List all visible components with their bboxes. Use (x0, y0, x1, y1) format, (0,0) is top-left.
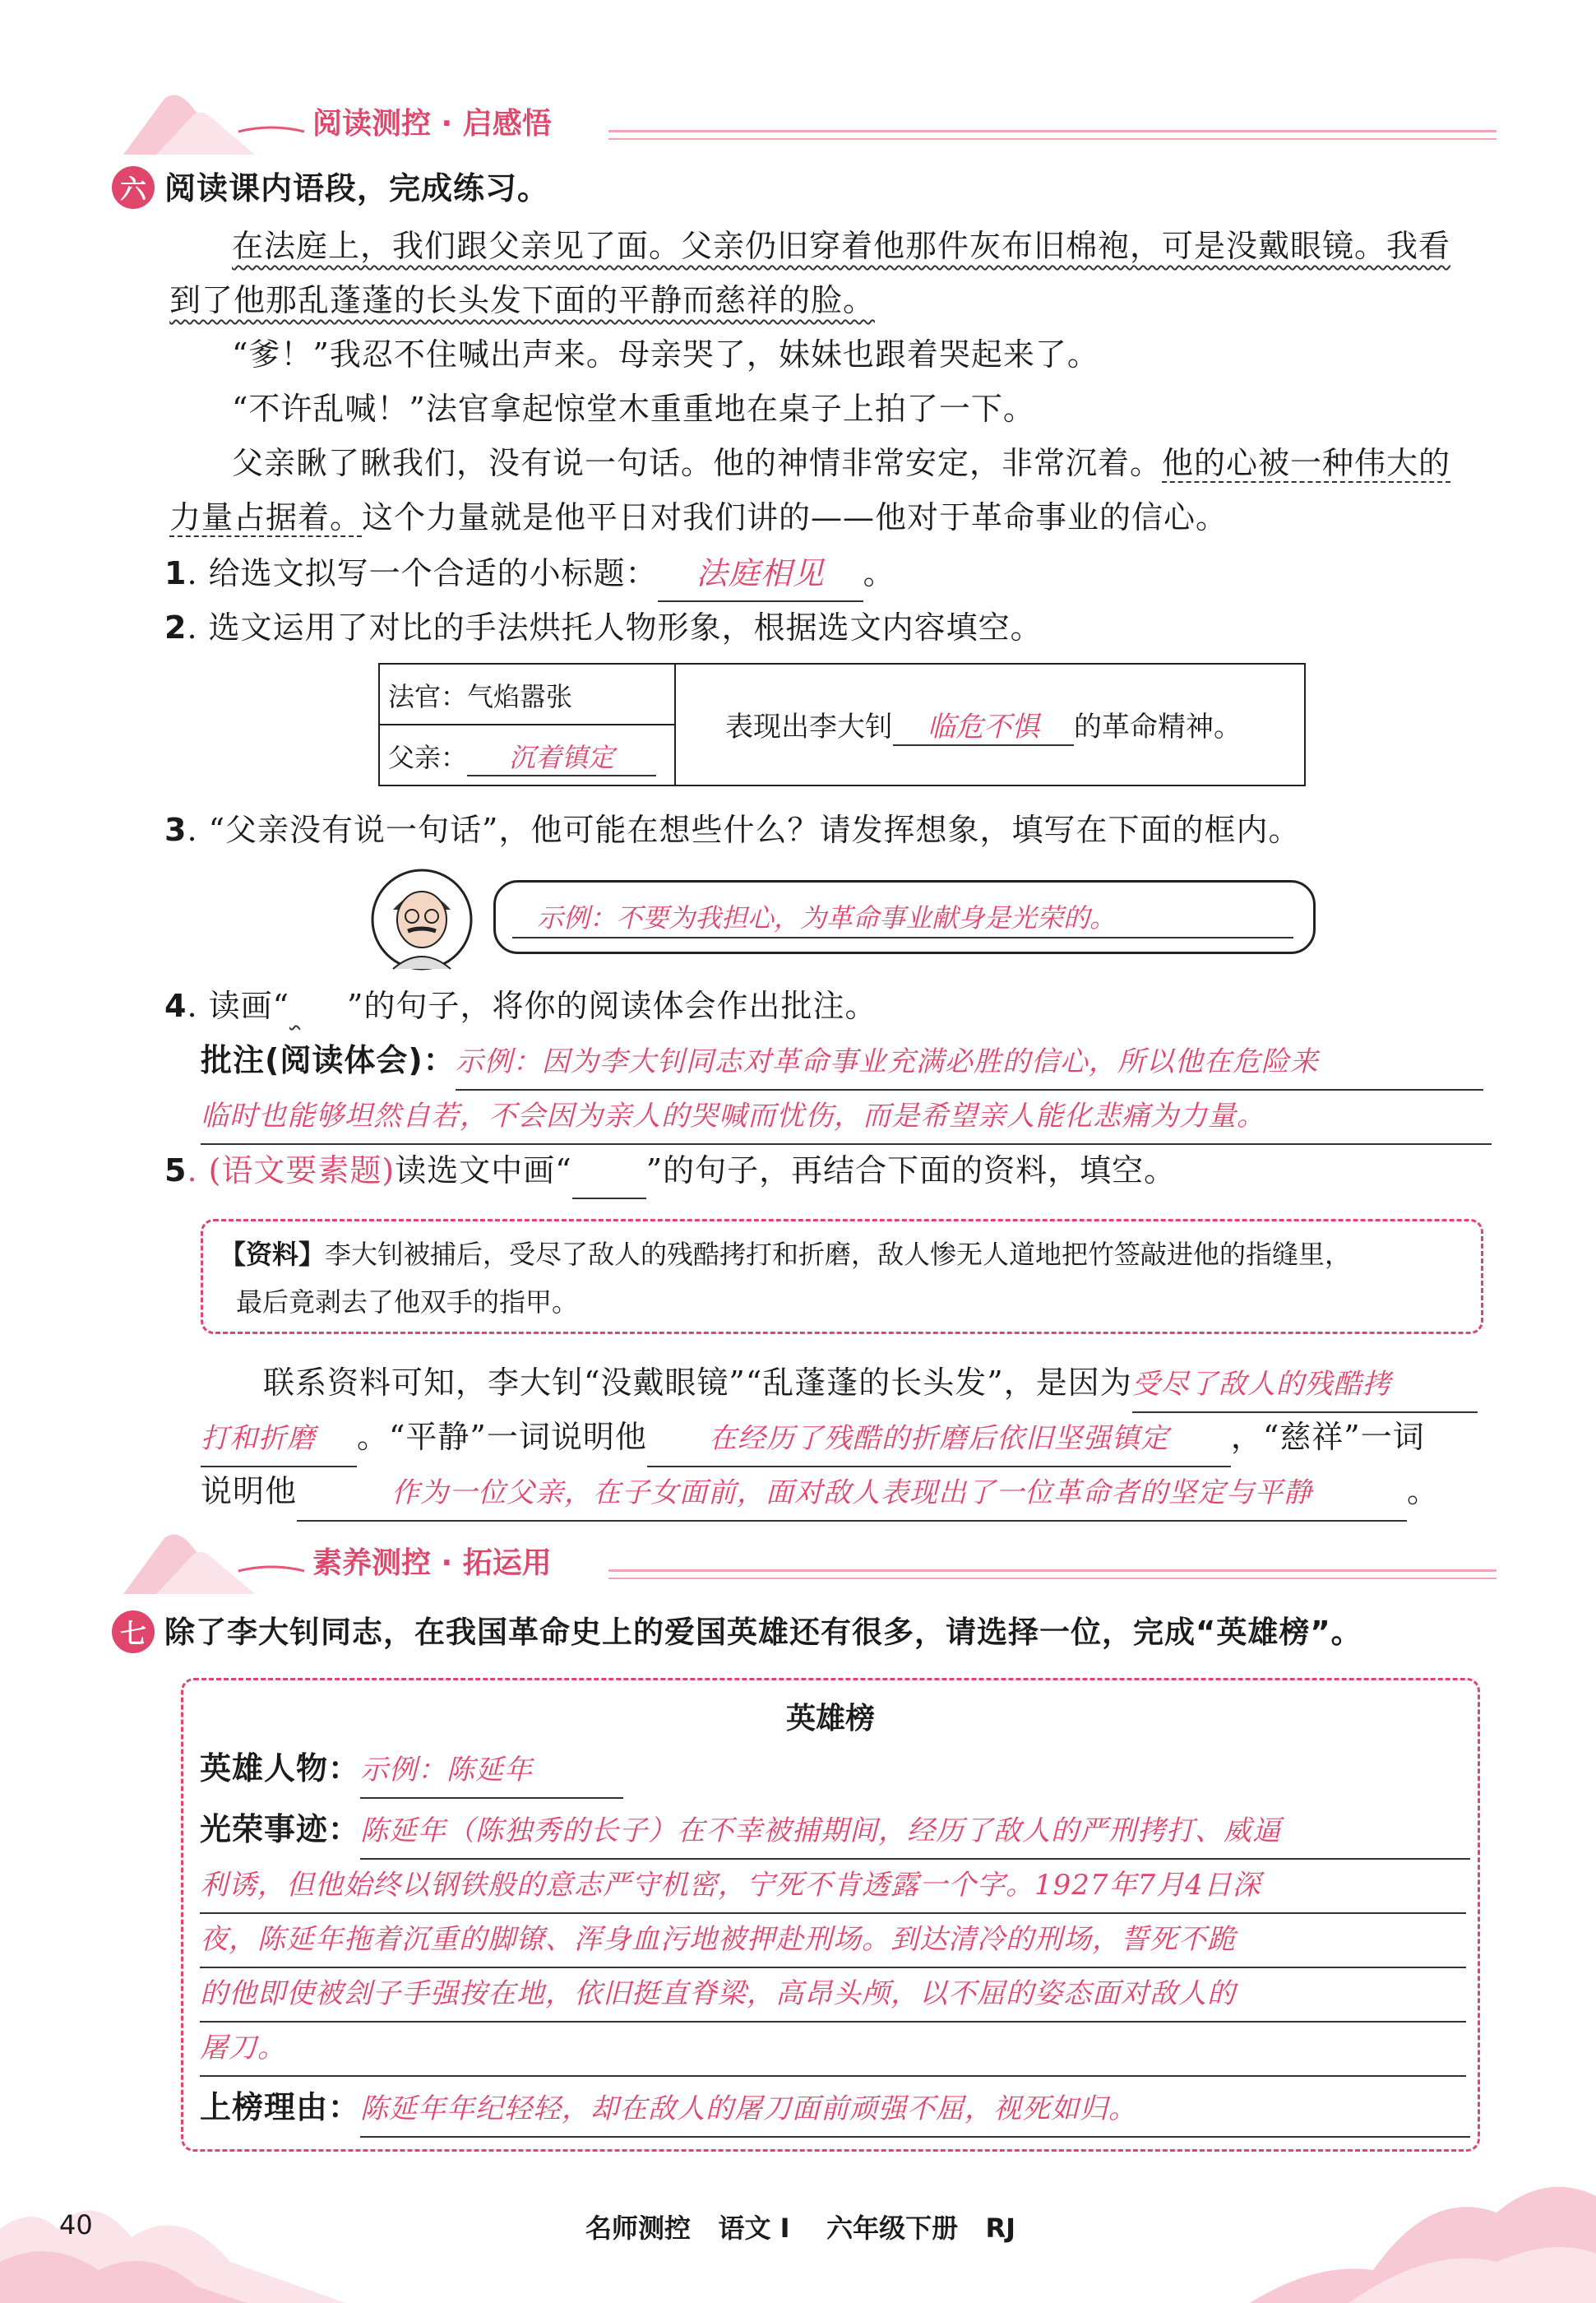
q4-note (201, 1033, 1483, 1091)
hero-deeds-line1[interactable]: 陈延年（陈独秀的长子）在不幸被捕期间，经历了敌人的严刑拷打、威逼 (360, 1804, 1470, 1860)
passage-para1-line2-text: 到了他那乱蓬蓬的长头发下面的平静而慈祥的脸。 (169, 282, 876, 318)
hero-name-row (200, 1741, 623, 1799)
hero-name-label: 英雄人物： (200, 1750, 361, 1786)
hero-deeds-label: 光荣事迹： (200, 1811, 361, 1847)
question-4-wavy-mark (289, 979, 347, 1033)
question-1-number: 1 (164, 555, 187, 591)
passage-para1-line1-text: 在法庭上，我们跟父亲见了面。父亲仍旧穿着他那件灰布旧棉袍，可是没戴眼镜。我看 (232, 228, 1451, 264)
hero-deeds-row5 (200, 2019, 1466, 2077)
hero-board-title: 英雄榜 (785, 1702, 875, 1735)
q5-fill-line2 (201, 1410, 1425, 1467)
q5-end: 。 (1407, 1473, 1440, 1509)
passage-para1-line1 (232, 219, 1498, 273)
hero-deeds-row1 (200, 1802, 1470, 1860)
material-line1-text: 李大钊被捕后，受尽了敌人的残酷拷打和折磨，敌人惨无人道地把竹签敲进他的指缝里， (325, 1239, 1352, 1270)
question-4 (164, 979, 877, 1033)
passage-para4-line1-a: 父亲瞅了瞅我们，没有说一句话。他的神情非常安定，非常沉着。 (232, 445, 1163, 481)
question-badge-7: 七 (112, 1610, 155, 1653)
hero-deeds-row4 (200, 1965, 1466, 2023)
q5-answer2[interactable]: 在经历了残酷的折磨后依旧坚强镇定 (647, 1411, 1231, 1467)
header-rule (608, 130, 1497, 132)
footer-grade: 六年级下册 (826, 2213, 959, 2244)
mountain-decoration-icon (115, 82, 329, 156)
q2-table-left-cell (380, 665, 676, 785)
hero-reason-row (200, 2080, 1470, 2138)
question-3-text: . “父亲没有说一句话”，他可能在想些什么？请发挥想象，填写在下面的框内。 (187, 812, 1301, 848)
q4-answer-line2[interactable]: 临时也能够坦然自若，不会因为亲人的哭喊而忧伤，而是希望亲人能化悲痛为力量。 (201, 1089, 1492, 1145)
question-3 (164, 803, 1300, 857)
hero-reason-label: 上榜理由： (200, 2089, 361, 2125)
question-badge-6: 六 (112, 166, 155, 209)
q2-right-a: 表现出李大钊 (725, 711, 893, 744)
q5-fill-line3 (201, 1464, 1439, 1522)
q3-speech-bubble (493, 880, 1316, 954)
passage-para2: “爹！”我忍不住喊出声来。母亲哭了，妹妹也跟着哭起来了。 (232, 336, 1099, 373)
q5-fill-a: 联系资料可知，李大钊“没戴眼镜”“乱蓬蓬的长头发”，是因为 (263, 1365, 1132, 1401)
question-3-number: 3 (164, 812, 187, 848)
question-5-text-a: 读选文中画“ (395, 1152, 572, 1189)
question-6-instruction: 阅读课内语段，完成练习。 (164, 170, 550, 206)
footer-book: 名师测控 (585, 2213, 692, 2244)
q5-fill-d: 说明他 (201, 1473, 298, 1509)
footer-info (585, 2208, 1015, 2245)
question-2-number: 2 (164, 609, 187, 646)
father-portrait-icon (368, 869, 475, 975)
passage-para4-line2-b: 这个力量就是他平日对我们讲的——他对于革命事业的信心。 (362, 499, 1228, 535)
question-4-number: 4 (164, 988, 187, 1024)
section-title-reading: 阅读测控 · 启感悟 (312, 107, 552, 141)
passage-para4-line2-a: 力量占据着。 (169, 499, 363, 535)
header-rule-2 (608, 1578, 1497, 1579)
passage-para4-line2 (169, 490, 1228, 544)
hero-reason-answer[interactable]: 陈延年年纪轻轻，却在敌人的屠刀面前顽强不屈，视死如归。 (360, 2082, 1470, 2138)
question-5-underline-mark (572, 1143, 646, 1199)
passage-para4-line1 (232, 436, 1450, 490)
section-header-2 (115, 1522, 1497, 1596)
question-5-number: 5 (164, 1152, 187, 1189)
section-title-literacy: 素养测控 · 拓运用 (312, 1546, 552, 1580)
footer-subject: 语文 I (718, 2213, 790, 2244)
q5-answer3[interactable]: 作为一位父亲，在子女面前，面对敌人表现出了一位革命者的坚定与平静 (297, 1466, 1407, 1522)
q2-right-cell (725, 704, 1242, 746)
q2-father-cell (388, 737, 656, 776)
q2-table (378, 663, 1306, 786)
question-7-instruction: 除了李大钊同志，在我国革命史上的爱国英雄还有很多，请选择一位，完成“英雄榜”。 (164, 1615, 1362, 1650)
question-5 (164, 1143, 1176, 1199)
question-4-text-b: ”的句子，将你的阅读体会作出批注。 (347, 988, 877, 1024)
footer-mountain-right-icon (1250, 2138, 1596, 2303)
hero-deeds-line5[interactable]: 屠刀。 (200, 2021, 1466, 2077)
passage-para4-line1-b: 他的心被一种伟大的 (1162, 445, 1451, 481)
q2-father-label: 父亲： (388, 742, 468, 773)
q4-note-label: 批注(阅读体会)： (201, 1042, 456, 1078)
q2-table-divider (380, 724, 674, 725)
q5-answer1-line2[interactable]: 打和折磨 (201, 1411, 357, 1467)
q2-father-answer[interactable]: 沉着镇定 (467, 737, 656, 776)
passage-para3: “不许乱喊！”法官拿起惊堂木重重地在桌子上拍了一下。 (232, 391, 1035, 427)
material-box (201, 1219, 1483, 1334)
q5-fill-line1 (263, 1355, 1478, 1413)
header-rule (608, 1569, 1497, 1572)
q2-judge-cell: 法官：气焰嚣张 (388, 681, 573, 712)
q4-answer-line1[interactable]: 示例：因为李大钊同志对革命事业充满必胜的信心，所以他在危险来 (456, 1035, 1483, 1091)
footer-edition: RJ (985, 2213, 1016, 2244)
q5-fill-b: 。“平静”一词说明他 (357, 1419, 647, 1455)
q2-right-b: 的革命精神。 (1074, 711, 1242, 744)
question-1-end: 。 (863, 555, 895, 591)
material-tag: 【资料】 (220, 1239, 326, 1270)
section-header-1 (115, 82, 1497, 156)
question-5-tag: . (语文要素题) (187, 1152, 396, 1189)
material-line1 (220, 1231, 1351, 1277)
hero-deeds-row3 (200, 1911, 1466, 1968)
q2-right-answer[interactable]: 临危不惧 (893, 704, 1074, 746)
question-2-text: . 选文运用了对比的手法烘托人物形象，根据选文内容填空。 (187, 609, 1043, 646)
q4-answer-line2-row (201, 1087, 1492, 1145)
question-2 (164, 600, 1043, 655)
question-5-text-b: ”的句子，再结合下面的资料，填空。 (645, 1152, 1177, 1189)
q3-answer[interactable]: 示例：不要为我担心，为革命事业献身是光荣的。 (537, 902, 1117, 934)
hero-name-answer[interactable]: 示例：陈延年 (360, 1743, 623, 1799)
passage-para1-line2 (169, 273, 875, 327)
hero-board (181, 1678, 1480, 2152)
hero-deeds-line3[interactable]: 夜，陈延年拖着沉重的脚镣、浑身血污地被押赴刑场。到达清冷的刑场，誓死不跪 (200, 1912, 1466, 1968)
hero-deeds-line2[interactable]: 利诱，但他始终以钢铁般的意志严守机密，宁死不肯透露一个字。1927年7月4日深 (200, 1858, 1466, 1914)
hero-deeds-line4[interactable]: 的他即使被刽子手强按在地，依旧挺直脊梁，高昂头颅，以不屈的姿态面对敌人的 (200, 1967, 1466, 2023)
page-number: 40 (59, 2209, 93, 2240)
q3-answer-line (512, 937, 1293, 938)
footer-mountain-left-icon (0, 2155, 345, 2303)
header-rule-2 (608, 138, 1497, 140)
material-line2: 最后竟剥去了他双手的指甲。 (236, 1286, 579, 1318)
q5-answer1-line1[interactable]: 受尽了敌人的残酷拷 (1132, 1357, 1478, 1413)
mountain-decoration-icon (115, 1522, 329, 1596)
hero-deeds-row2 (200, 1856, 1466, 1914)
q5-fill-c: ，“慈祥”一词 (1230, 1419, 1425, 1455)
question-1 (164, 546, 895, 602)
question-4-text-a: . 读画“ (187, 988, 290, 1024)
question-1-answer[interactable]: 法庭相见 (658, 546, 863, 602)
question-1-text: . 给选文拟写一个合适的小标题： (187, 555, 658, 591)
